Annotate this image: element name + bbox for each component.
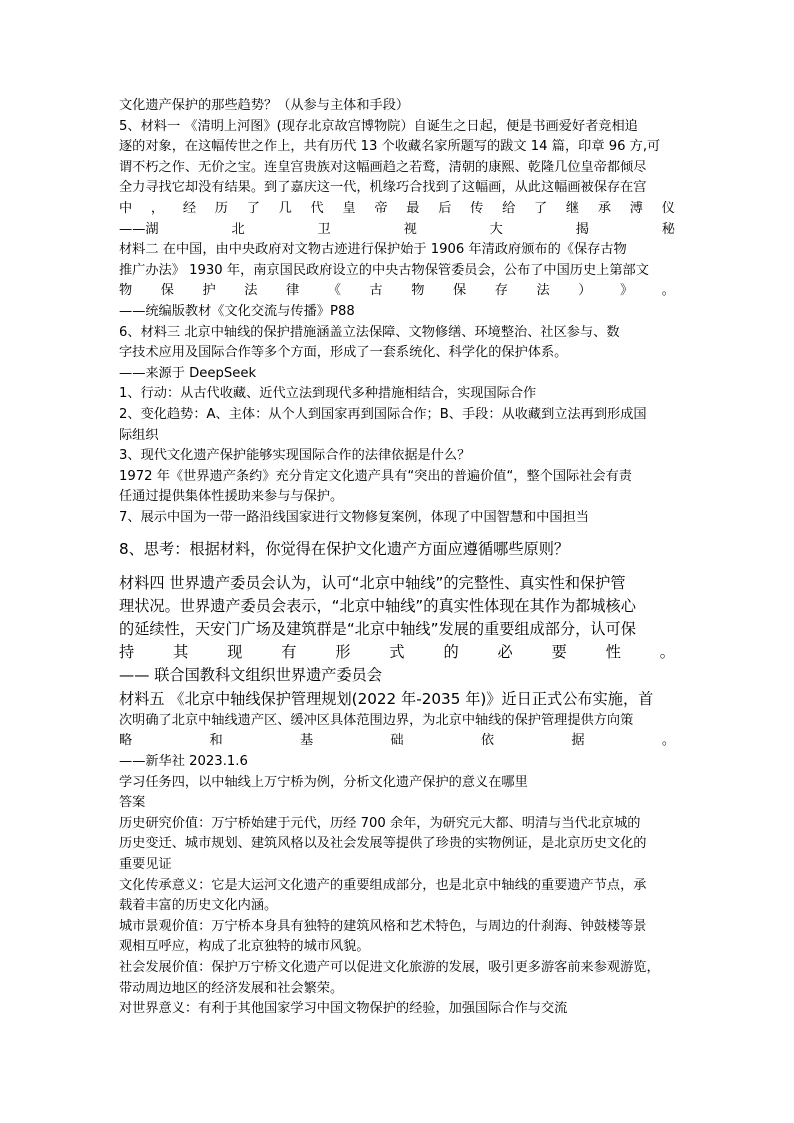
text-line: 历史研究价值：万宁桥始建于元代，历经 700 余年，为研究元大都、明清与当代北京城的 [119, 815, 641, 831]
char: 现 [227, 643, 243, 662]
text-line: 文化遗产保护的那些趋势？（从参与主体和手段） [119, 98, 410, 113]
char: 。 [661, 733, 675, 749]
spacer [119, 562, 675, 572]
char: 了 [246, 200, 260, 216]
char: 皇 [342, 200, 356, 216]
text-line: 材料五 《北京中轴线保护管理规划(2022 年-2035 年)》近日正式公布实施，首 [119, 689, 654, 708]
text-line: 材料二 在中国，由中央政府对文物古迹进行保护始于 1906 年清政府颁布的《保存古物 [119, 242, 627, 258]
text-line: 推广办法》 1930 年，南京国民政府设立的中央古物保管委员会，公布了中国历史上第部文 [119, 262, 649, 278]
text-line: 的延续性，天安门广场及建筑群是“北京中轴线”发展的重要组成部分，认可保 [119, 620, 636, 639]
char: ——湖 [119, 221, 159, 237]
text-line: 3、现代文化遗产保护能够实现国际合作的法律依据是什么？ [119, 448, 471, 464]
char: 溥 [629, 200, 643, 216]
char: 秘 [661, 221, 675, 237]
char: 历 [214, 200, 228, 216]
char: 了 [533, 200, 548, 216]
char: 》 [620, 283, 634, 299]
char: 依 [480, 733, 495, 749]
char: 其 [173, 643, 189, 662]
justified-line [119, 199, 675, 220]
text-line: 历史变迁、城市规划、建筑风格以及社会发展等提供了珍贵的实物例证，是北京历史文化的 [119, 836, 647, 852]
char: 法 [244, 283, 258, 299]
text-line: ——新华社 2023.1.6 [119, 754, 248, 770]
text-line: 8、思考：根据材料，你觉得在保护文化遗产方面应遵循哪些原则？ [119, 540, 570, 559]
text-line: 7、展示中国为一带一路沿线国家进行文物修复案例，体现了中国智慧和中国担当 [119, 509, 589, 525]
char: ） [578, 283, 592, 299]
text-line: 带动周边地区的经济发展和社会繁荣。 [119, 980, 344, 996]
char: 存 [494, 283, 508, 299]
text-line: —— 联合国教科文组织世界遗产委员会 [119, 666, 383, 685]
text-line: 任通过提供集体性援助来参与与保护。 [119, 489, 344, 505]
char: 的 [443, 643, 459, 662]
char: 继 [565, 200, 580, 216]
text-line: 重要见证 [119, 857, 172, 873]
char: 和 [209, 733, 223, 749]
char: 《 [327, 283, 341, 299]
char: 中 [119, 200, 133, 216]
char: 。 [659, 643, 675, 662]
char: 大 [489, 221, 503, 237]
text-line: 6、材料三 北京中轴线的保护措施涵盖立法保障、文物修缮、环境整治、社区参与、数 [119, 324, 620, 340]
text-line: ——来源于 DeepSeek [119, 365, 257, 381]
char: 物 [119, 283, 133, 299]
char: 仪 [661, 200, 675, 216]
text-line: 答案 [119, 795, 146, 811]
justified-line [119, 220, 675, 241]
char: 形 [335, 643, 351, 662]
text-line: 社会发展价值：保护万宁桥文化遗产可以促进文化旅游的发展，吸引更多游客前来参观游览， [119, 960, 660, 976]
char: 持 [119, 643, 135, 662]
text-line: 5、材料一 《清明上河图》(现存北京故宫博物院）自诞生之日起，便是书画爱好者竞相追 [119, 118, 638, 134]
char: 物 [411, 283, 425, 299]
char: 承 [597, 200, 612, 216]
char: 保 [453, 283, 467, 299]
text-line: 文化传承意义：它是大运河文化遗产的重要组成部分，也是北京中轴线的重要遗产节点，承 [119, 877, 647, 893]
char: 基 [299, 733, 314, 749]
text-line: 次明确了北京中轴线遗产区、缓冲区具体范围边界，为北京中轴线的保护管理提供方向策 [119, 712, 634, 728]
char: 给 [502, 200, 516, 216]
char: ， [150, 200, 165, 216]
char: 律 [286, 283, 300, 299]
text-line: 载着丰富的历史文化内涵。 [119, 898, 278, 914]
char: 保 [160, 283, 174, 299]
text-line: 谓不朽之作、无价之宝。连皇宫贵族对这幅画趋之若鹜，清朝的康熙、乾隆几位皇帝都倾尽 [119, 159, 647, 175]
char: 要 [551, 643, 567, 662]
char: 几 [278, 200, 292, 216]
text-line: 2、变化趋势：A、主体：从个人到国家再到国际合作；B、手段：从收藏到立法再到形成国 [119, 406, 647, 422]
char: 式 [389, 643, 405, 662]
char: 视 [403, 221, 417, 237]
char: 传 [470, 200, 484, 216]
text-line: 全力寻找它却没有结果。到了嘉庆这一代，机缘巧合找到了这幅画，从此这幅画被保存在宫 [119, 180, 647, 196]
justified-line [119, 731, 675, 752]
char: 必 [497, 643, 513, 662]
char: 有 [281, 643, 297, 662]
text-line: 学习任务四，以中轴线上万宁桥为例，分析文化遗产保护的意义在哪里 [119, 774, 528, 790]
char: 后 [438, 200, 452, 216]
char: 性 [605, 643, 621, 662]
char: 略 [119, 733, 133, 749]
document-page [119, 96, 675, 1020]
text-line: 际组织 [119, 427, 159, 443]
justified-line [119, 281, 675, 302]
char: 北 [231, 221, 245, 237]
char: 据 [571, 733, 585, 749]
text-line: 材料四 世界遗产委员会认为，认可“北京中轴线”的完整性、真实性和保护管 [119, 573, 626, 592]
text-line: 观相互呼应，构成了北京独特的城市风貌。 [119, 939, 370, 955]
text-line: ——统编版教材《文化交流与传播》P88 [119, 303, 355, 319]
char: 法 [536, 283, 550, 299]
text-line: 城市景观价值：万宁桥本身具有独特的建筑风格和艺术特色，与周边的什刹海、钟鼓楼等景 [119, 918, 647, 934]
char: 揭 [575, 221, 589, 237]
text-line: 1、行动：从古代收藏、近代立法到现代多种措施相结合，实现国际合作 [119, 386, 537, 402]
char: 古 [369, 283, 383, 299]
char: 卫 [317, 221, 331, 237]
char: 最 [406, 200, 420, 216]
text-line: 字技术应用及国际合作等多个方面，形成了一套系统化、科学化的保护体系。 [119, 345, 568, 361]
char: 础 [390, 733, 404, 749]
char: 经 [182, 200, 197, 216]
text-line: 对世界意义：有利于其他国家学习中国文物保护的经验，加强国际合作与交流 [119, 1001, 568, 1017]
char: 护 [202, 283, 216, 299]
char: 代 [310, 200, 324, 216]
char: 。 [661, 283, 675, 299]
justified-line [119, 641, 675, 664]
text-line: 理状况。世界遗产委员会表示，“北京中轴线”的真实性体现在其作为都城核心 [119, 596, 636, 615]
char: 帝 [374, 200, 388, 216]
text-line: 1972 年《世界遗产条约》充分肯定文化遗产具有“突出的普遍价值“，整个国际社会有责 [119, 468, 632, 484]
spacer [119, 528, 675, 538]
text-line: 逐的对象，在这幅传世之作上，共有历代 13 个收藏名家所题写的跋文 14 篇，印章 96 方,可 [119, 139, 661, 155]
